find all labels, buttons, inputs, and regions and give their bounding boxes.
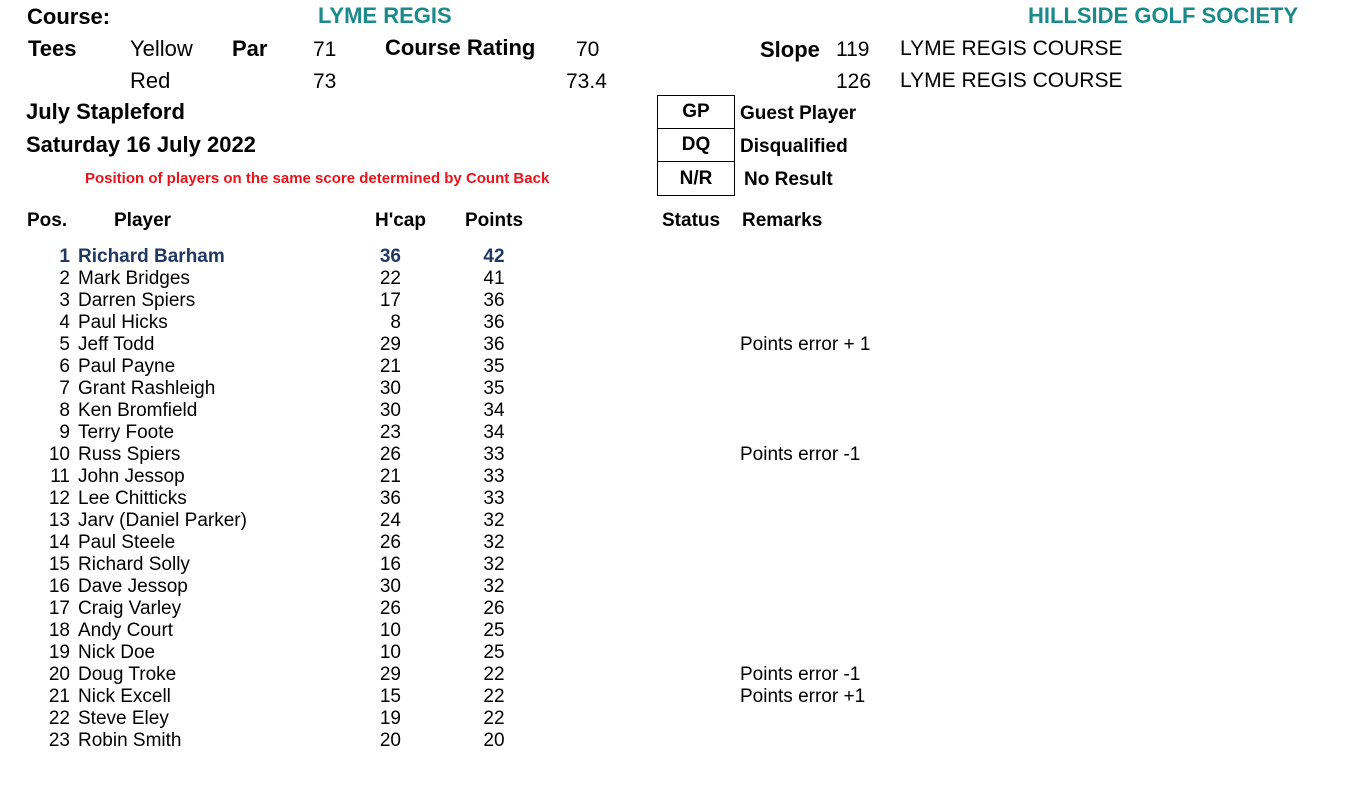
- handicap-cell-value: 8: [390, 312, 402, 333]
- status-legend-box: [657, 95, 735, 196]
- position-cell: 23: [48, 730, 70, 751]
- column-header-pos: Pos.: [27, 210, 68, 231]
- player-cell: Lee Chitticks: [78, 488, 187, 509]
- handicap-cell-value: 36: [379, 488, 402, 509]
- table-row: [0, 267, 1357, 289]
- handicap-cell-value: 30: [379, 400, 402, 421]
- position-cell: 21: [48, 686, 70, 707]
- table-row: [0, 245, 1357, 267]
- column-header-player: Player: [114, 210, 172, 231]
- player-cell: Steve Eley: [78, 708, 169, 729]
- handicap-cell-value: 24: [379, 510, 402, 531]
- points-cell-value: 32: [483, 576, 505, 597]
- event-date: Saturday 16 July 2022: [26, 132, 256, 157]
- handicap-cell-value: 10: [379, 620, 402, 641]
- points-cell-value: 32: [483, 510, 505, 531]
- position-cell: 16: [48, 576, 70, 597]
- handicap-cell-value: 26: [379, 598, 402, 619]
- par-value: 71: [313, 38, 337, 61]
- position-cell: 9: [59, 422, 70, 443]
- position-cell: 10: [48, 444, 70, 465]
- legend-meaning-dq: Disqualified: [740, 136, 848, 157]
- player-cell: John Jessop: [78, 466, 185, 487]
- position-cell: 4: [59, 312, 70, 333]
- points-cell-value: 35: [483, 356, 505, 377]
- tees-label: Tees: [28, 36, 77, 61]
- table-row: [0, 553, 1357, 575]
- points-cell-value: 25: [483, 620, 505, 641]
- position-cell: 18: [48, 620, 70, 641]
- remarks-cell: Points error -1: [740, 664, 861, 685]
- points-cell-value: 26: [483, 598, 505, 619]
- points-cell-value: 34: [483, 422, 505, 443]
- position-cell: 17: [48, 598, 70, 619]
- table-row: [0, 333, 1357, 355]
- slope-label: Slope: [760, 37, 820, 62]
- remarks-cell: Points error + 1: [740, 334, 871, 355]
- points-cell-value: 33: [483, 444, 505, 465]
- position-cell: 1: [59, 246, 70, 267]
- course-rating-value: 73.4: [566, 70, 607, 93]
- column-header-points: Points: [465, 210, 524, 231]
- legend-code-nr: N/R: [679, 167, 713, 189]
- points-cell-value: 36: [483, 290, 505, 311]
- position-cell: 3: [59, 290, 70, 311]
- table-row: [0, 421, 1357, 443]
- player-cell: Andy Court: [78, 620, 174, 641]
- par-label: Par: [232, 36, 268, 61]
- position-cell: 8: [59, 400, 70, 421]
- handicap-cell-value: 26: [379, 532, 402, 553]
- player-cell: Darren Spiers: [78, 290, 196, 311]
- handicap-cell-value: 17: [379, 290, 402, 311]
- points-cell-value: 32: [483, 532, 505, 553]
- player-cell: Paul Steele: [78, 532, 176, 553]
- player-cell: Mark Bridges: [78, 268, 190, 289]
- table-row: [0, 355, 1357, 377]
- player-cell: Doug Troke: [78, 664, 177, 685]
- position-cell: 5: [59, 334, 70, 355]
- table-row: [0, 311, 1357, 333]
- handicap-cell-value: 26: [379, 444, 402, 465]
- handicap-cell-value: 30: [379, 378, 402, 399]
- points-cell-value: 22: [483, 686, 505, 707]
- position-cell: 22: [48, 708, 70, 729]
- points-cell-value: 41: [483, 268, 505, 289]
- points-cell-value: 35: [483, 378, 505, 399]
- legend-meaning-nr: No Result: [744, 169, 833, 190]
- table-row: [0, 487, 1357, 509]
- course-rating-label: Course Rating: [385, 35, 536, 60]
- table-row: [0, 663, 1357, 685]
- player-cell: Richard Barham: [78, 246, 225, 267]
- handicap-cell-value: 21: [379, 466, 402, 487]
- position-cell: 7: [59, 378, 70, 399]
- player-cell: Russ Spiers: [78, 444, 181, 465]
- slope-value: 119: [836, 38, 870, 61]
- handicap-cell-value: 20: [379, 730, 402, 751]
- legend-code-dq: DQ: [658, 129, 734, 162]
- player-cell: Craig Varley: [78, 598, 182, 619]
- points-cell-value: 22: [483, 664, 505, 685]
- handicap-cell-value: 15: [379, 686, 402, 707]
- tee-name: Red: [130, 68, 171, 93]
- position-cell: 15: [48, 554, 70, 575]
- player-cell: Richard Solly: [78, 554, 190, 575]
- handicap-cell-value: 29: [379, 334, 402, 355]
- table-row: [0, 399, 1357, 421]
- table-row: [0, 443, 1357, 465]
- table-row: [0, 509, 1357, 531]
- table-row: [0, 377, 1357, 399]
- column-header-remarks: Remarks: [742, 210, 823, 231]
- table-row: [0, 575, 1357, 597]
- points-cell-value: 20: [483, 730, 505, 751]
- points-cell-value: 33: [483, 466, 505, 487]
- player-cell: Paul Hicks: [78, 312, 168, 333]
- count-back-note: Position of players on the same score determined by Count Back: [85, 170, 550, 187]
- column-header-hcap: H'cap: [375, 210, 426, 231]
- table-row: [0, 465, 1357, 487]
- table-row: [0, 641, 1357, 663]
- handicap-cell-value: 16: [379, 554, 402, 575]
- remarks-cell: Points error -1: [740, 444, 861, 465]
- player-cell: Jarv (Daniel Parker): [78, 510, 247, 531]
- points-cell-value: 36: [483, 312, 505, 333]
- legend-code-gp: GP: [658, 96, 734, 129]
- table-row: [0, 619, 1357, 641]
- position-cell: 19: [48, 642, 70, 663]
- course-label: Course:: [27, 4, 111, 29]
- results-table: [0, 245, 1357, 751]
- player-cell: Robin Smith: [78, 730, 182, 751]
- position-cell: 6: [59, 356, 70, 377]
- player-cell: Nick Doe: [78, 642, 156, 663]
- handicap-cell-value: 36: [379, 246, 402, 267]
- table-row: [0, 597, 1357, 619]
- table-row: [0, 289, 1357, 311]
- position-cell: 12: [48, 488, 70, 509]
- handicap-cell-value: 21: [379, 356, 402, 377]
- points-cell-value: 42: [483, 246, 505, 267]
- position-cell: 14: [48, 532, 70, 553]
- par-value: 73: [313, 70, 337, 93]
- table-row: [0, 531, 1357, 553]
- player-cell: Grant Rashleigh: [78, 378, 216, 399]
- points-cell-value: 33: [483, 488, 505, 509]
- handicap-cell-value: 10: [379, 642, 402, 663]
- tee-name: Yellow: [130, 36, 193, 61]
- points-cell-value: 32: [483, 554, 505, 575]
- column-header-status: Status: [662, 210, 721, 231]
- player-cell: Ken Bromfield: [78, 400, 198, 421]
- slope-value: 126: [836, 70, 872, 93]
- position-cell: 13: [48, 510, 70, 531]
- handicap-cell-value: 29: [379, 664, 402, 685]
- position-cell: 11: [50, 466, 70, 487]
- remarks-cell: Points error +1: [740, 686, 866, 707]
- course-description: LYME REGIS COURSE: [900, 69, 1123, 92]
- position-cell: 20: [48, 664, 70, 685]
- legend-meaning-gp: Guest Player: [740, 103, 857, 124]
- points-cell-value: 22: [483, 708, 505, 729]
- course-name: LYME REGIS: [318, 3, 452, 28]
- handicap-cell-value: 30: [379, 576, 402, 597]
- table-row: [0, 707, 1357, 729]
- player-cell: Terry Foote: [78, 422, 175, 443]
- points-cell-value: 36: [483, 334, 505, 355]
- points-cell-value: 25: [483, 642, 505, 663]
- player-cell: Jeff Todd: [78, 334, 155, 355]
- table-row: [0, 729, 1357, 751]
- player-cell: Nick Excell: [78, 686, 171, 707]
- player-cell: Paul Payne: [78, 356, 176, 377]
- position-cell: 2: [59, 268, 70, 289]
- event-name: July Stapleford: [26, 99, 185, 124]
- society-name: HILLSIDE GOLF SOCIETY: [1028, 3, 1299, 28]
- points-cell-value: 34: [483, 400, 505, 421]
- player-cell: Dave Jessop: [78, 576, 188, 597]
- handicap-cell-value: 19: [379, 708, 402, 729]
- table-row: [0, 685, 1357, 707]
- handicap-cell-value: 22: [379, 268, 402, 289]
- handicap-cell-value: 23: [379, 422, 402, 443]
- course-description: LYME REGIS COURSE: [900, 37, 1123, 60]
- course-rating-value: 70: [576, 38, 600, 61]
